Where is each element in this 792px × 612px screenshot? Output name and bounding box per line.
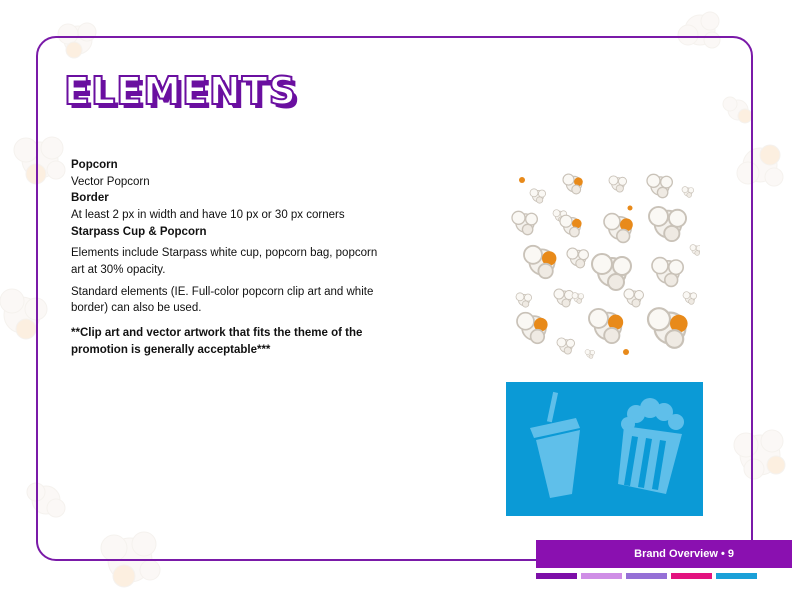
color-swatch-purple (536, 573, 577, 579)
starpass-cup-popcorn-promo (506, 382, 703, 516)
footer-page-label (536, 540, 792, 568)
starpass-cup-icon (530, 392, 580, 498)
color-swatch-violet (626, 573, 667, 579)
section-body-starpass-2: Standard elements (IE. Full-color popcorn clip art and white border) can also be used. (71, 285, 374, 315)
section-body-popcorn: Vector Popcorn (71, 175, 150, 188)
page-title: ELEMENTS (64, 69, 297, 113)
color-swatch-magenta (671, 573, 712, 579)
section-heading-border: Border (71, 192, 109, 205)
color-swatch-lavender (581, 573, 622, 579)
clip-art-note: **Clip art and vector artwork that fits the theme of the promotion is generally acceptable*** (71, 327, 363, 356)
elements-description (71, 157, 391, 358)
popcorn-pattern-icon (510, 168, 700, 364)
footer-page-number: 9 (727, 548, 734, 560)
section-heading-popcorn: Popcorn (71, 159, 118, 171)
popcorn-bag-icon (618, 398, 684, 494)
color-swatch-blue (716, 573, 757, 579)
footer-separator: • (720, 548, 725, 560)
section-body-starpass-1: Elements include Starpass white cup, popcorn bag, popcorn art at 30% opacity. (71, 247, 378, 277)
footer-section-label: Brand Overview (634, 548, 718, 560)
section-heading-starpass: Starpass Cup & Popcorn (71, 225, 207, 238)
section-body-border: At least 2 px in width and have 10 px or 30 px corners (71, 209, 345, 222)
